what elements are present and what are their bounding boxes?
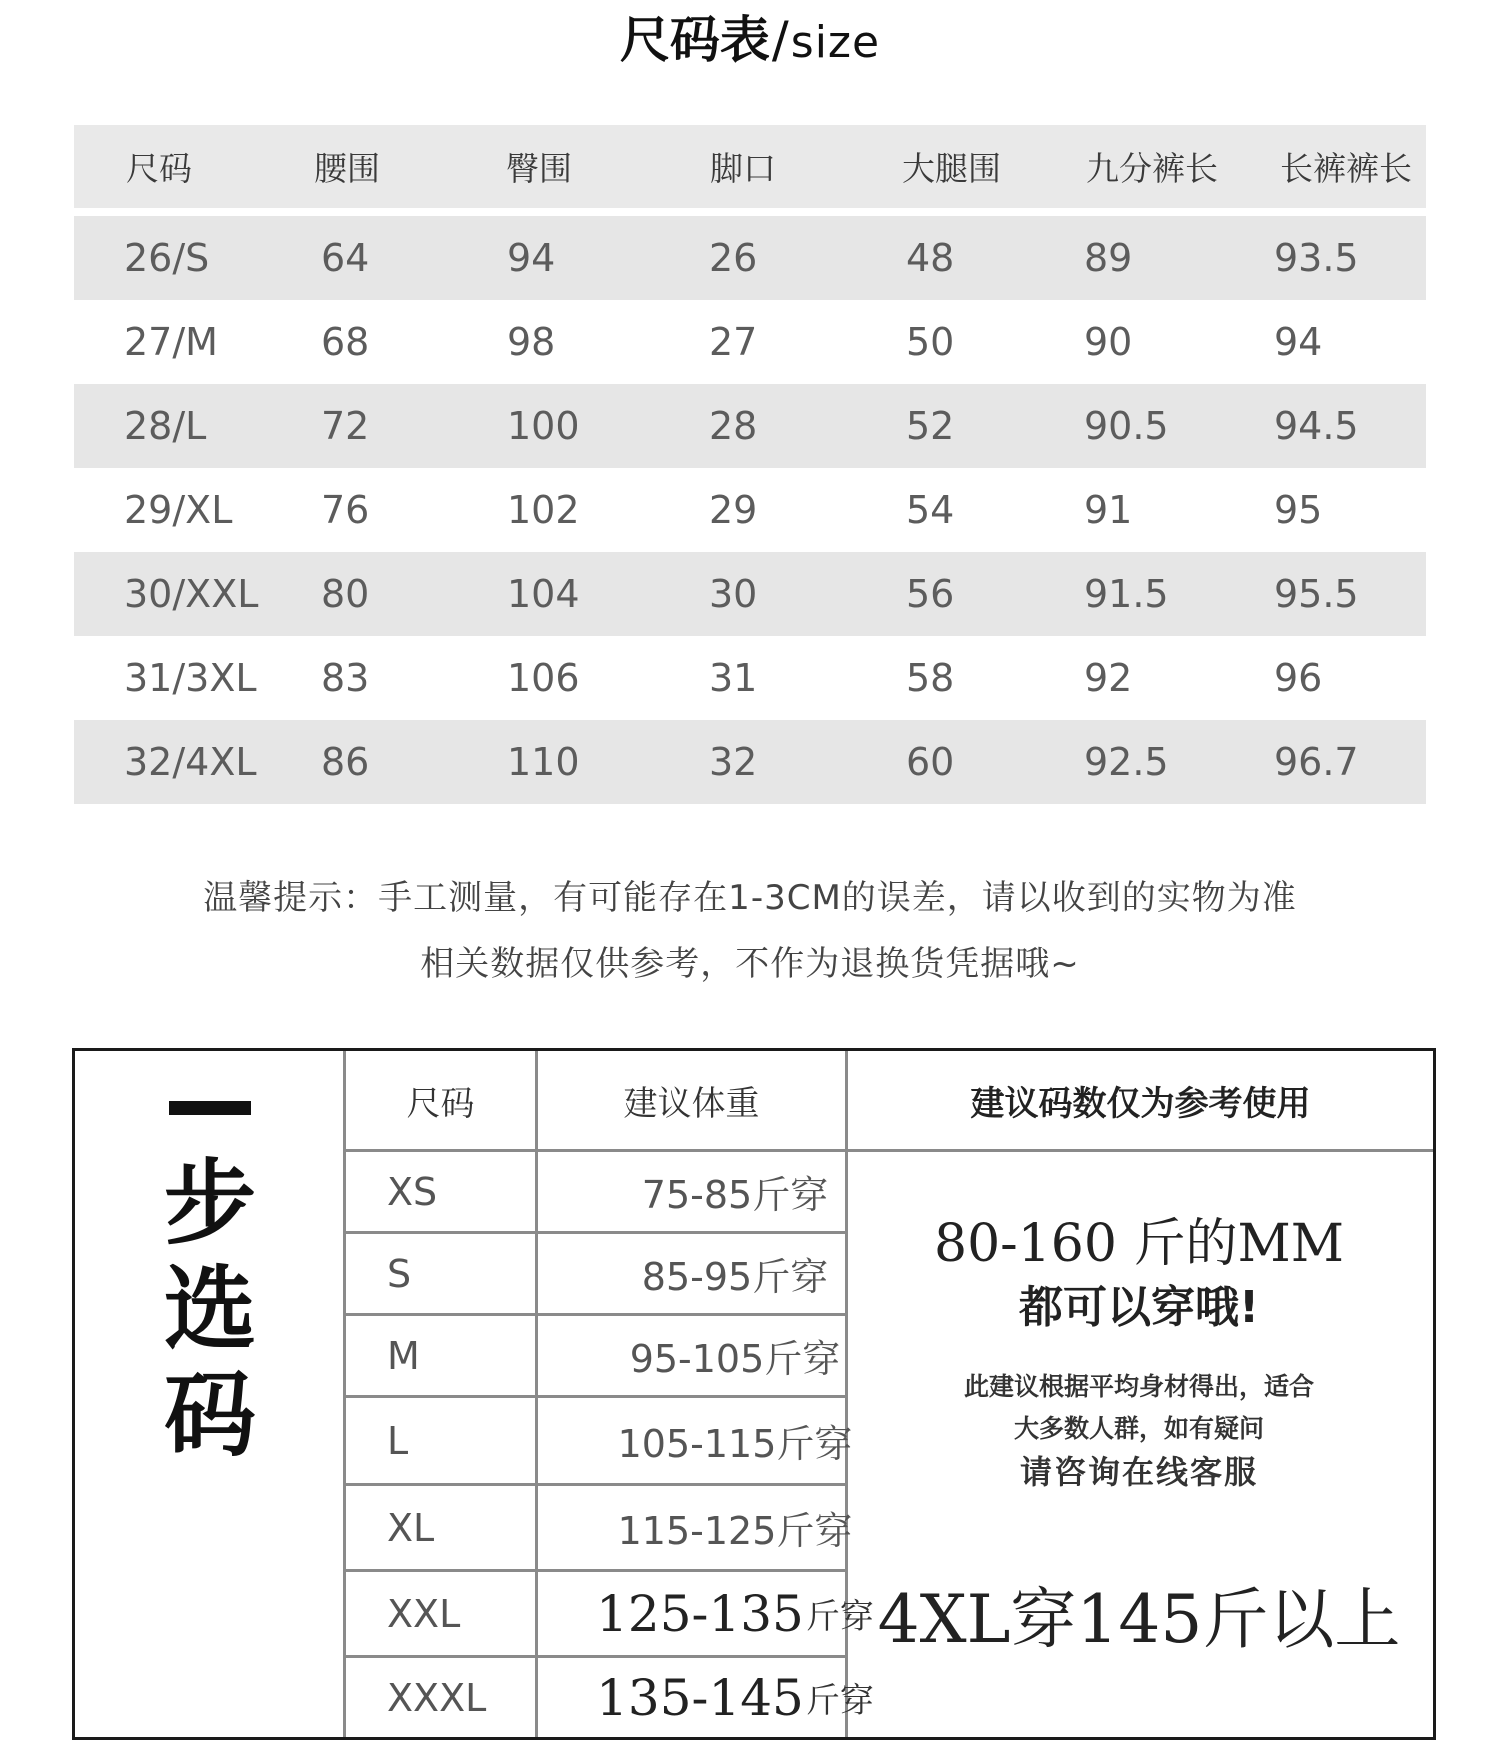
cell-hem: 32 xyxy=(709,740,758,784)
cell-waist: 76 xyxy=(321,488,370,532)
guide-row-size: S xyxy=(387,1251,412,1296)
guide-row-size: XXXL xyxy=(387,1675,487,1720)
side-title xyxy=(75,1051,345,1737)
advice-fit-all: 都可以穿哦! xyxy=(1018,1282,1260,1333)
size-table-header xyxy=(74,125,1426,208)
cell-thigh: 54 xyxy=(906,488,955,532)
cell-thigh: 48 xyxy=(906,236,955,280)
guide-row-size: XXL xyxy=(387,1591,461,1636)
cell-hem: 29 xyxy=(709,488,758,532)
cell-hip: 98 xyxy=(507,320,556,364)
side-title-char: 选 xyxy=(163,1256,256,1363)
cell-thigh: 50 xyxy=(906,320,955,364)
size-table xyxy=(74,125,1426,804)
cell-hem: 28 xyxy=(709,404,758,448)
guide-row-weight: 85-95斤穿 xyxy=(641,1255,829,1299)
cell-thigh: 52 xyxy=(906,404,955,448)
cell-ankle-length: 90 xyxy=(1084,320,1133,364)
cell-waist: 64 xyxy=(321,236,370,280)
weight-range: 135-145 xyxy=(596,1668,804,1727)
guide-header-size: 尺码 xyxy=(406,1083,475,1124)
cell-hem: 30 xyxy=(709,572,758,616)
divider xyxy=(74,208,1426,216)
cell-thigh: 58 xyxy=(906,656,955,700)
cell-ankle-length: 90.5 xyxy=(1084,404,1169,448)
guide-header-weight: 建议体重 xyxy=(623,1083,760,1124)
table-row xyxy=(74,720,1426,804)
cell-size: 26/S xyxy=(124,236,210,280)
header-full-length: 长裤裤长 xyxy=(1280,149,1412,188)
cell-hip: 106 xyxy=(507,656,580,700)
title-sub: size xyxy=(790,17,881,68)
cell-hip: 94 xyxy=(507,236,556,280)
advice-contact-service: 请咨询在线客服 xyxy=(1019,1453,1258,1491)
table-row xyxy=(74,552,1426,636)
cell-hip: 104 xyxy=(507,572,580,616)
header-hem: 脚口 xyxy=(710,149,776,188)
guide-row-size: XS xyxy=(387,1169,438,1214)
cell-size: 29/XL xyxy=(124,488,233,532)
guide-row-size: XL xyxy=(387,1505,435,1550)
side-title-char: 码 xyxy=(163,1362,256,1469)
cell-ankle-length: 91.5 xyxy=(1084,572,1169,616)
cell-ankle-length: 89 xyxy=(1084,236,1133,280)
cell-full-length: 93.5 xyxy=(1274,236,1359,280)
weight-unit: 斤穿 xyxy=(805,1597,874,1637)
page-title xyxy=(0,8,1500,75)
advice-4xl-note: 4XL穿145斤以上 xyxy=(877,1581,1401,1658)
table-row xyxy=(74,468,1426,552)
guide-row-weight: 105-115斤穿 xyxy=(617,1422,853,1466)
cell-ankle-length: 92.5 xyxy=(1084,740,1169,784)
guide-row-size: M xyxy=(387,1333,420,1378)
cell-ankle-length: 92 xyxy=(1084,656,1133,700)
table-row xyxy=(74,384,1426,468)
cell-hip: 100 xyxy=(507,404,580,448)
cell-size: 30/XXL xyxy=(124,572,259,616)
cell-hip: 110 xyxy=(507,740,580,784)
header-thigh: 大腿围 xyxy=(902,149,1001,188)
side-title-char: 步 xyxy=(163,1150,256,1257)
header-hip: 臀围 xyxy=(506,149,572,188)
cell-waist: 86 xyxy=(321,740,370,784)
cell-size: 27/M xyxy=(124,320,218,364)
advice-note-line1: 此建议根据平均身材得出，适合 xyxy=(963,1372,1314,1401)
cell-ankle-length: 91 xyxy=(1084,488,1133,532)
table-row xyxy=(74,636,1426,720)
weight-range: 125-135 xyxy=(596,1584,804,1643)
size-guide xyxy=(72,1048,1436,1740)
table-row xyxy=(74,300,1426,384)
divider xyxy=(535,1051,538,1737)
measurement-notice: 温馨提示：手工测量，有可能存在1-3CM的误差，请以收到的实物为准 xyxy=(203,878,1297,918)
guide-row-weight xyxy=(570,1658,900,1737)
cell-waist: 68 xyxy=(321,320,370,364)
cell-waist: 80 xyxy=(321,572,370,616)
cell-waist: 72 xyxy=(321,404,370,448)
table-row xyxy=(74,216,1426,300)
cell-full-length: 95.5 xyxy=(1274,572,1359,616)
cell-hem: 31 xyxy=(709,656,758,700)
cell-size: 31/3XL xyxy=(124,656,257,700)
title-main: 尺码表 xyxy=(619,11,770,69)
guide-header-advice: 建议码数仅为参考使用 xyxy=(970,1083,1311,1124)
cell-full-length: 96.7 xyxy=(1274,740,1359,784)
dash-mark xyxy=(169,1101,251,1115)
cell-thigh: 60 xyxy=(906,740,955,784)
cell-size: 32/4XL xyxy=(124,740,257,784)
cell-hem: 27 xyxy=(709,320,758,364)
guide-row-weight: 75-85斤穿 xyxy=(641,1173,829,1217)
guide-row-size: L xyxy=(387,1418,409,1463)
cell-full-length: 94 xyxy=(1274,320,1323,364)
cell-full-length: 94.5 xyxy=(1274,404,1359,448)
advice-note-line2: 大多数人群，如有疑问 xyxy=(1013,1414,1264,1443)
weight-unit: 斤穿 xyxy=(805,1681,874,1721)
header-size: 尺码 xyxy=(126,149,192,188)
cell-thigh: 56 xyxy=(906,572,955,616)
cell-full-length: 96 xyxy=(1274,656,1323,700)
header-ankle-length: 九分裤长 xyxy=(1086,149,1218,188)
cell-size: 28/L xyxy=(124,404,207,448)
guide-row-weight: 115-125斤穿 xyxy=(617,1509,853,1553)
cell-full-length: 95 xyxy=(1274,488,1323,532)
advice-weight-range: 80-160 斤的MM xyxy=(933,1214,1344,1274)
reference-notice: 相关数据仅供参考，不作为退换货凭据哦~ xyxy=(420,944,1080,984)
title-separator: / xyxy=(771,11,789,69)
cell-hem: 26 xyxy=(709,236,758,280)
guide-row-weight: 95-105斤穿 xyxy=(629,1337,841,1381)
cell-waist: 83 xyxy=(321,656,370,700)
cell-hip: 102 xyxy=(507,488,580,532)
header-waist: 腰围 xyxy=(314,149,380,188)
